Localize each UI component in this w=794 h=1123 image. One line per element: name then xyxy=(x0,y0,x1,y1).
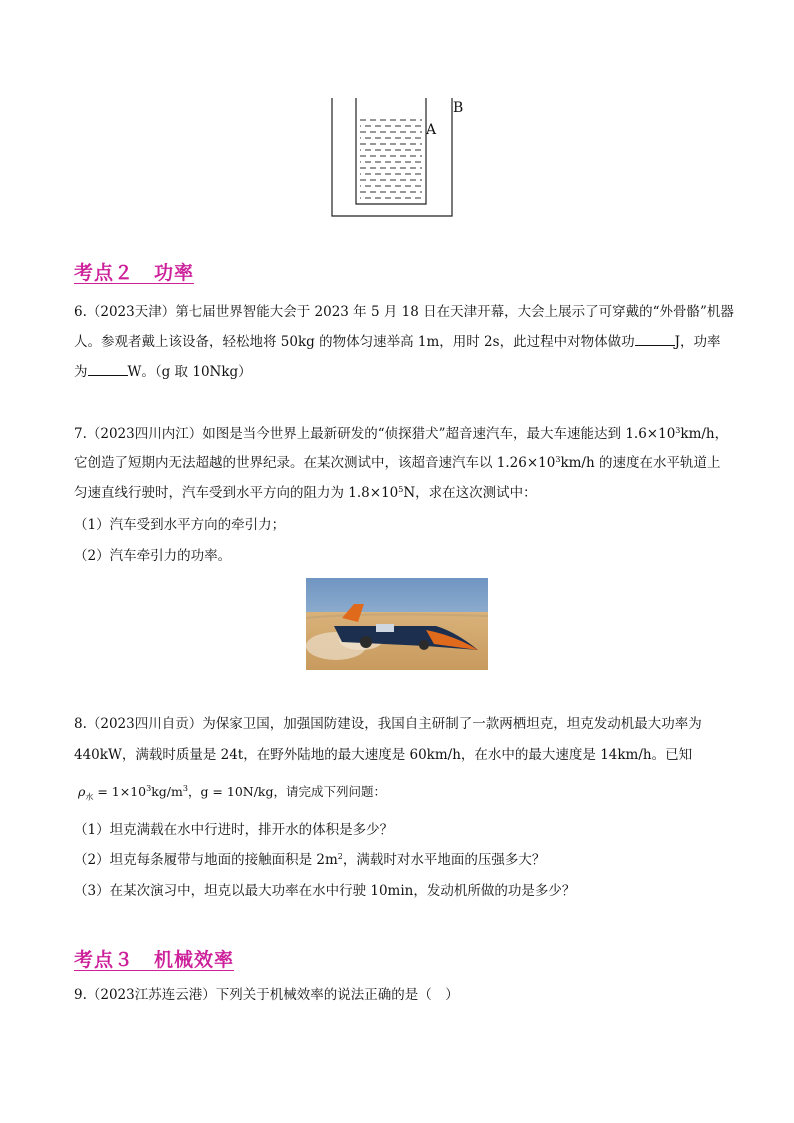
container-label-b: B xyxy=(453,100,464,116)
q7-line3-text: 匀速直线行驶时，汽车受到水平方向的阻力为 1.8×10 xyxy=(74,485,399,501)
q8-sub2-end: ，满载时对水平地面的压强多大？ xyxy=(342,852,546,868)
container-label-a: A xyxy=(426,122,437,138)
q8-sub2 xyxy=(74,850,545,870)
q7-line2-end: km/h 的速度在水平轨道上 xyxy=(560,455,721,471)
q7-line1 xyxy=(74,424,728,444)
q7-line1-end: km/h， xyxy=(680,426,729,442)
q6-line3-end: W。（g 取 10Nkg） xyxy=(127,364,252,380)
container-figure xyxy=(320,94,470,220)
q7-line2-text: 它创造了短期内无法超越的世界纪录。在某次测试中，该超音速汽车以 1.26×10 xyxy=(74,455,556,471)
q6-blank-work[interactable] xyxy=(635,333,675,346)
q8-sub3: （3）在某次演习中，坦克以最大功率在水中行驶 10min，发动机所做的功是多少？ xyxy=(74,883,576,899)
q7-line2 xyxy=(74,453,720,473)
q7-line3-end: N，求在这次测试中： xyxy=(403,485,537,501)
q8-sub1: （1）坦克满载在水中行进时，排开水的体积是多少？ xyxy=(74,822,394,838)
q8-rho-subscript: 水 xyxy=(85,792,94,802)
q8-line1: 8.（2023四川自贡）为保家卫国，加强国防建设，我国自主研制了一款两栖坦克，坦克发动机最大功率为 xyxy=(74,716,702,732)
q8-sub2-exp: 2 xyxy=(337,852,343,861)
q7-line3-exp: 5 xyxy=(398,485,404,494)
q7-line1-text: 7.（2023四川内江）如图是当今世界上最新研发的“侦探猎犬”超音速汽车，最大车速能达到 1.6×10 xyxy=(74,426,676,442)
section-heading-efficiency: 考点３ 机械效率 xyxy=(74,949,235,971)
q8-rho-exp: 3 xyxy=(146,784,152,793)
q8-sub2-text: （2）坦克每条履带与地面的接触面积是 2m xyxy=(74,852,338,868)
q6-line2 xyxy=(74,332,721,352)
q8-rho-symbol: ρ xyxy=(78,784,86,799)
q7-sub2: （2）汽车牵引力的功率。 xyxy=(74,548,232,564)
q6-line3-text: 为 xyxy=(74,364,88,380)
q6-line3 xyxy=(74,362,252,382)
q8-rho-unit: kg/m xyxy=(151,784,183,799)
q7-line3 xyxy=(74,483,537,503)
supersonic-car-photo xyxy=(306,578,488,670)
q8-rho-value: = 1×10 xyxy=(93,784,147,799)
q8-line2: 440kW，满载时质量是 24t，在野外陆地的最大速度是 60km/h，在水中的最大速度是 14km/h。已知 xyxy=(74,747,693,763)
q7-sub1: （1）汽车受到水平方向的牵引力； xyxy=(74,517,286,533)
q8-line3 xyxy=(78,782,386,808)
q8-rho-unit-exp: 3 xyxy=(182,784,188,793)
q6-line1: 6.（2023天津）第七届世界智能大会于 2023 年 5 月 18 日在天津开幕，大会上展示了可穿戴的“外骨骼”机器 xyxy=(74,304,734,320)
q6-blank-power[interactable] xyxy=(88,363,128,376)
q6-line2-text: 人。参观者戴上该设备，轻松地将 50kg 的物体匀速举高 1m，用时 2s，此过程中对物体做功 xyxy=(74,334,635,350)
q7-line1-exp: 3 xyxy=(675,426,681,435)
q7-line2-exp: 3 xyxy=(555,455,561,464)
section-heading-power: 考点２ 功率 xyxy=(74,262,195,284)
q8-g-part: ，g = 10N/kg，请完成下列问题： xyxy=(187,784,387,799)
q6-line2-end: J，功率 xyxy=(674,334,721,350)
q9-line1: 9.（2023江苏连云港）下列关于机械效率的说法正确的是（ ） xyxy=(74,987,459,1003)
